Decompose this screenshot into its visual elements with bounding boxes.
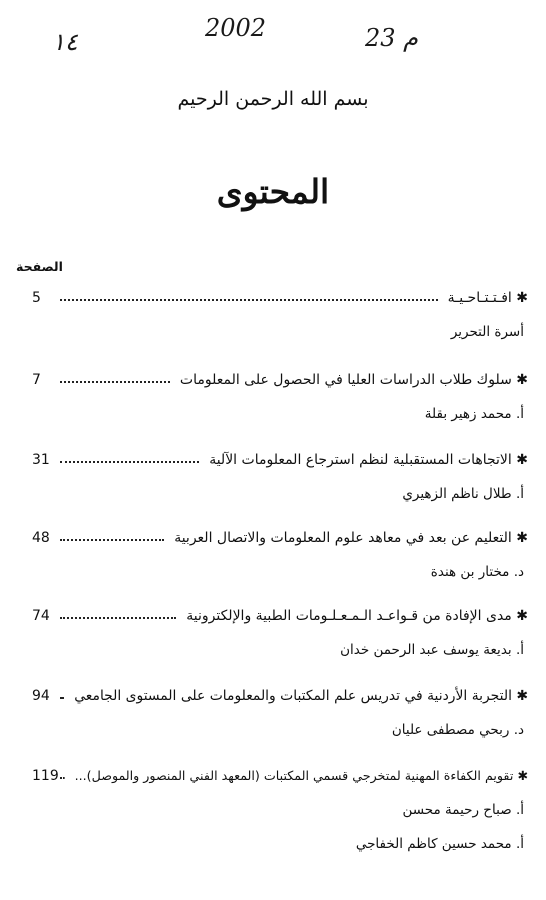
asterisk-bullet-icon: ✱ <box>511 452 528 468</box>
toc-entry-author: أ. طلال ناظم الزهيري <box>402 486 524 502</box>
toc-entry-title <box>70 688 528 704</box>
toc-entry-line <box>32 768 528 794</box>
toc-entry-title <box>444 290 528 306</box>
toc-entry-title-text: مدى الإفادة من قـواعـد الـمـعـلـومات الطبية والإلكترونية <box>186 608 512 624</box>
toc-entry-title-text: افـتـتـاحـيـة <box>447 290 512 306</box>
dot-leader <box>60 299 438 301</box>
toc-entry-line <box>32 290 528 316</box>
page-column-label: الصفحة <box>16 259 63 274</box>
asterisk-bullet-icon: ✱ <box>513 768 528 783</box>
dot-leader <box>60 617 176 619</box>
handwritten-issue: م 23 <box>365 24 419 52</box>
toc-entry-author: أ. صباح رحيمة محسن <box>402 802 524 818</box>
toc-entry-title <box>176 372 528 388</box>
toc-entry-title <box>182 608 528 624</box>
toc-entry-author: د. مختار بن هندة <box>430 564 524 580</box>
toc-page-number: 48 <box>32 530 50 546</box>
toc-entry-title-text: الاتجاهات المستقبلية لنظم استرجاع المعلومات الآلية <box>209 452 512 468</box>
dot-leader <box>60 697 64 699</box>
toc-entry-title <box>71 768 528 783</box>
toc-entry-line <box>32 688 528 714</box>
toc-entry <box>0 290 546 370</box>
toc-entry <box>0 452 546 532</box>
handwritten-number-left: ١٤ <box>52 28 78 56</box>
toc-entry-title <box>205 452 528 468</box>
dot-leader <box>60 381 170 383</box>
toc-entry-line <box>32 608 528 634</box>
toc-entry-author: أ. محمد زهير بقلة <box>424 406 524 422</box>
toc-page-number: 119 <box>32 768 59 784</box>
toc-page-number: 94 <box>32 688 50 704</box>
toc-entry-title-text: التعليم عن بعد في معاهد علوم المعلومات والاتصال العربية <box>174 530 512 546</box>
toc-entry-author: أسرة التحرير <box>450 324 524 340</box>
toc-entry-title-text: تقويم الكفاءة المهنية لمتخرجي قسمي المكتبات (المعهد الفني المنصور والموصل)... <box>74 768 514 783</box>
asterisk-bullet-icon: ✱ <box>511 290 528 306</box>
toc-entry-author: أ. محمد حسين كاظم الخفاجي <box>355 836 524 852</box>
toc-page-number: 7 <box>32 372 41 388</box>
toc-entry-author: د. ربحي مصطفى عليان <box>391 722 524 738</box>
toc-page-number: 74 <box>32 608 50 624</box>
basmala: بسم الله الرحمن الرحيم <box>177 88 369 110</box>
toc-entry-line <box>32 452 528 478</box>
asterisk-bullet-icon: ✱ <box>511 688 528 704</box>
dot-leader <box>60 777 65 779</box>
asterisk-bullet-icon: ✱ <box>511 608 528 624</box>
toc-entry-line <box>32 372 528 398</box>
toc-entry-line <box>32 530 528 556</box>
toc-entry <box>0 530 546 610</box>
toc-entry <box>0 768 546 852</box>
toc-entry <box>0 608 546 688</box>
handwritten-year: 2002 <box>205 14 267 42</box>
page-title: المحتوى <box>216 172 330 211</box>
toc-page-number: 5 <box>32 290 41 306</box>
dot-leader <box>60 461 199 463</box>
toc-entry <box>0 688 546 768</box>
toc-page-number: 31 <box>32 452 50 468</box>
asterisk-bullet-icon: ✱ <box>511 372 528 388</box>
toc-entry-author: أ. بديعة يوسف عبد الرحمن خدان <box>340 642 524 658</box>
toc-entry-title-text: سلوك طلاب الدراسات العليا في الحصول على المعلومات <box>179 372 512 388</box>
toc-entry-title <box>170 530 528 546</box>
dot-leader <box>60 539 164 541</box>
toc-entry <box>0 372 546 452</box>
asterisk-bullet-icon: ✱ <box>511 530 528 546</box>
toc-entry-title-text: التجربة الأردنية في تدريس علم المكتبات والمعلومات على المستوى الجامعي <box>74 688 512 704</box>
